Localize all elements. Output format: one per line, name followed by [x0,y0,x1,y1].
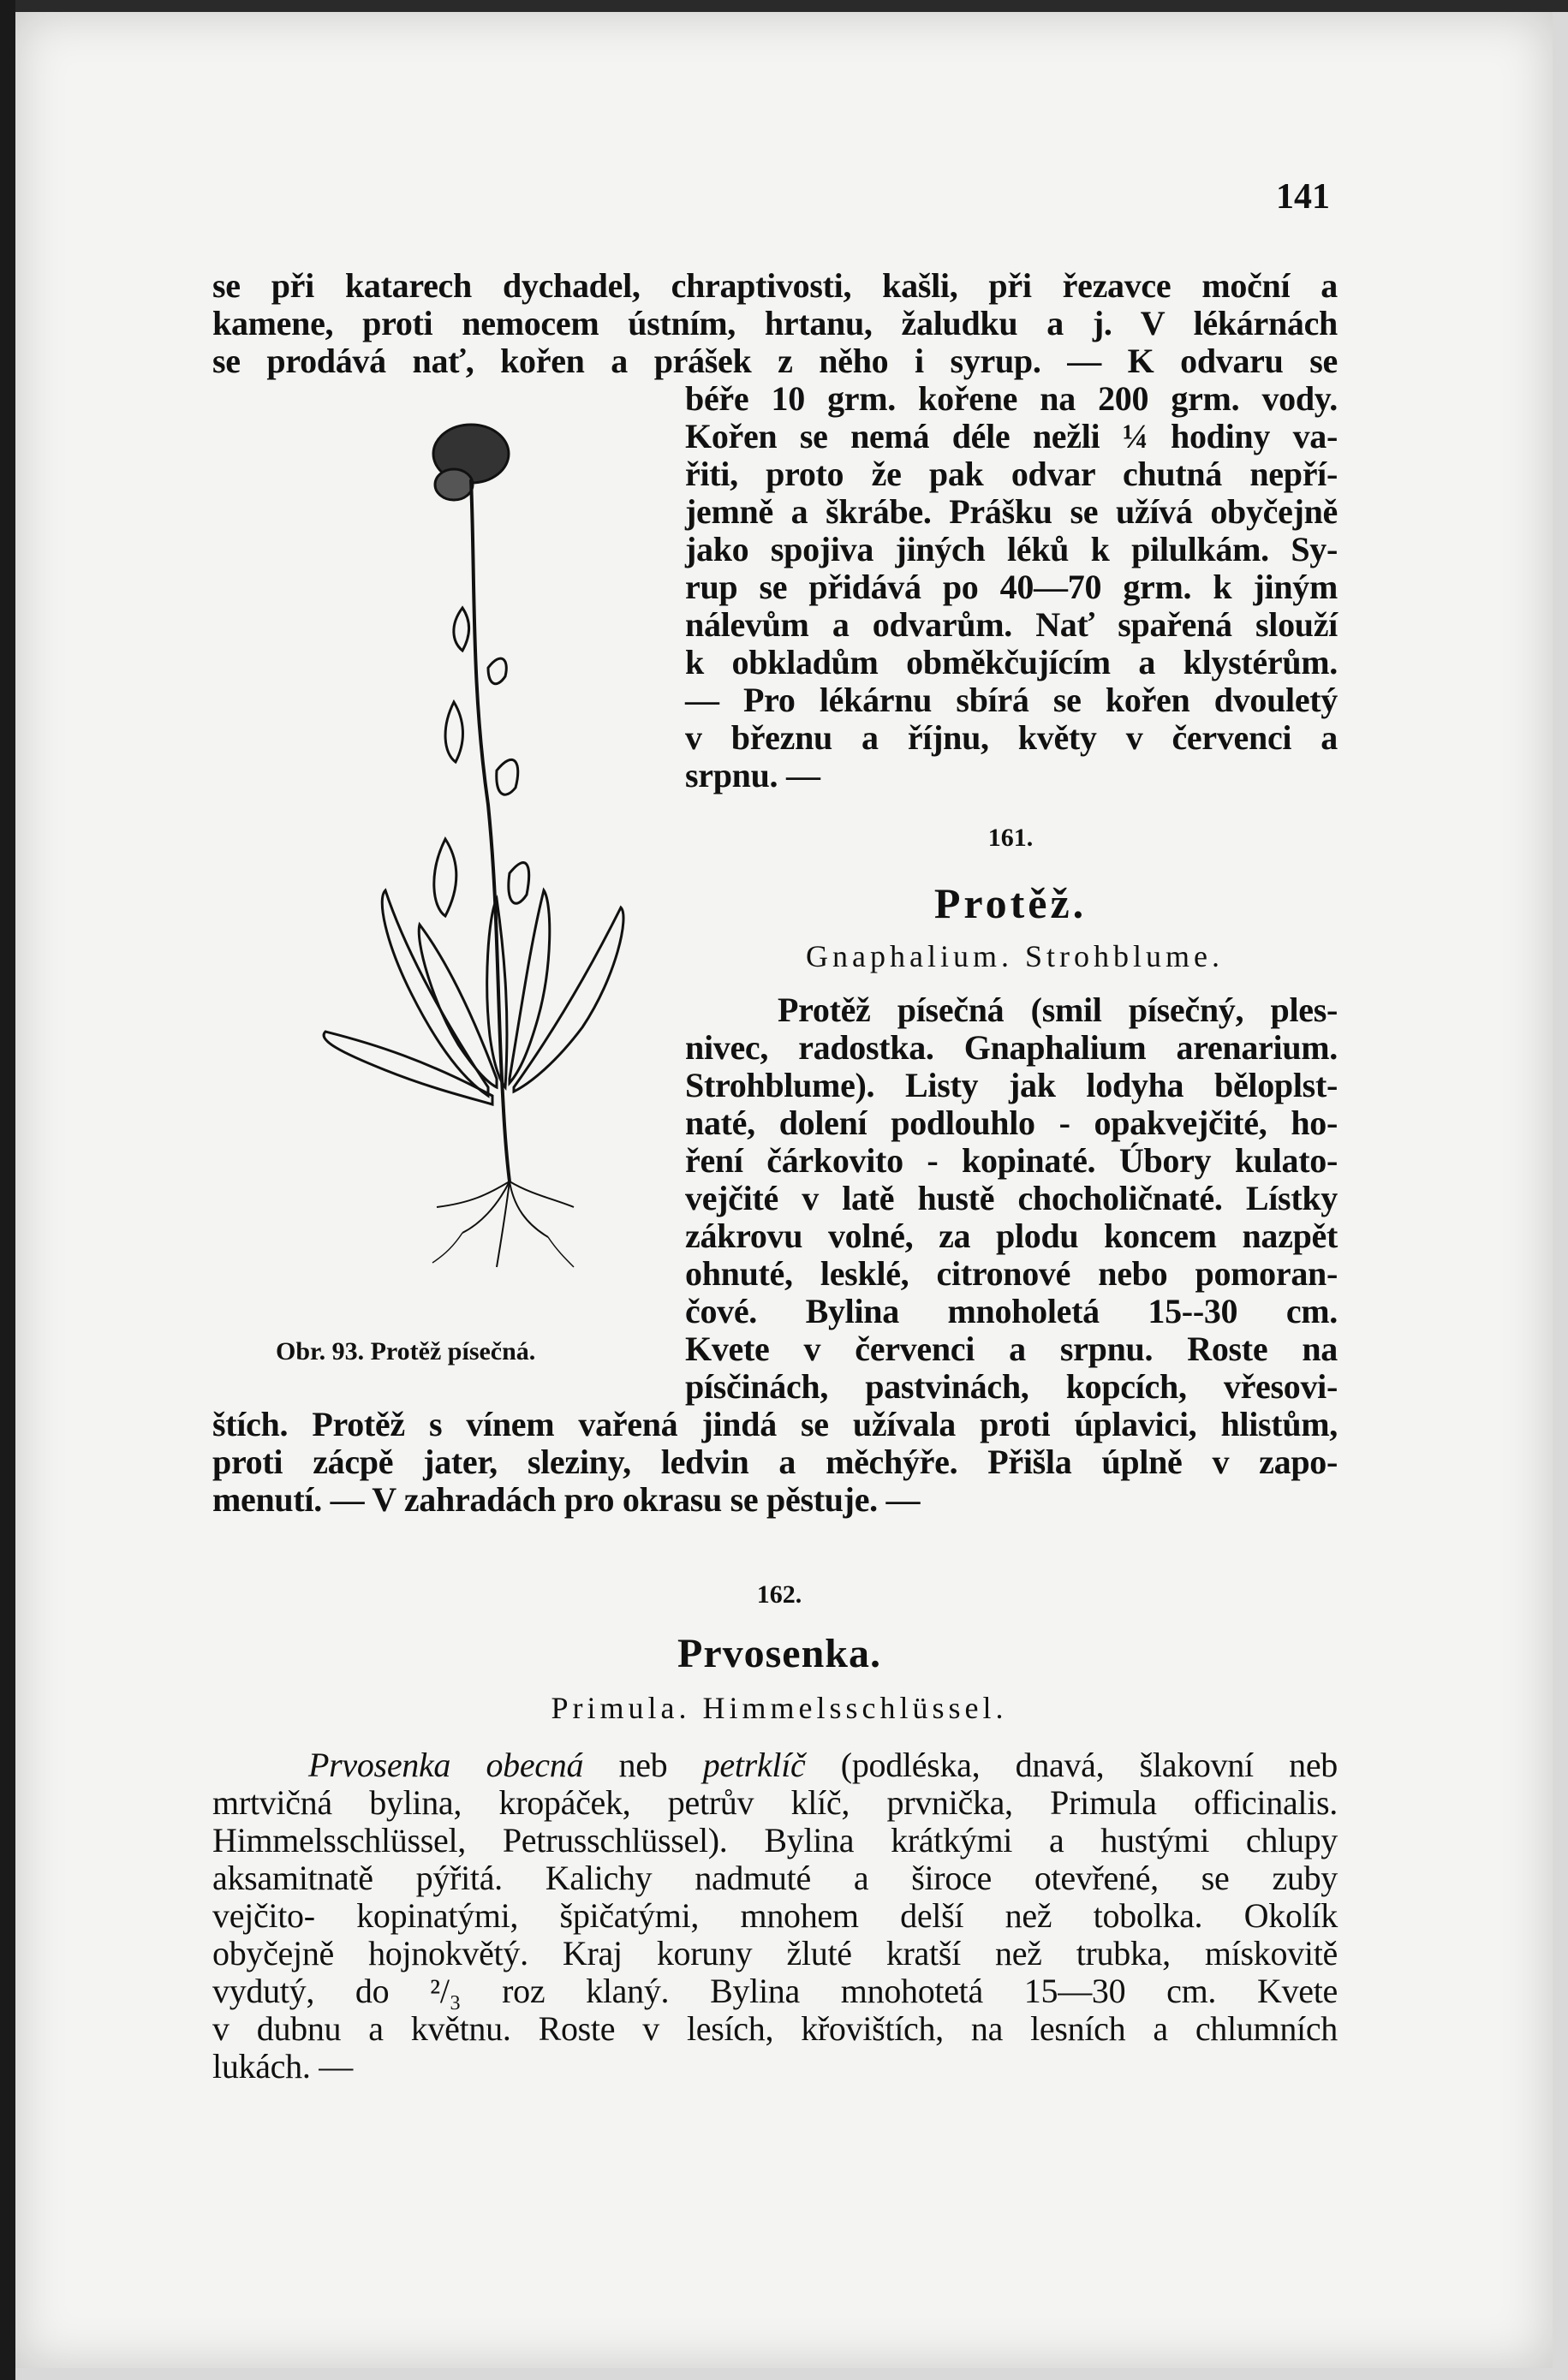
text-line: nálevům a odvarům. Nať spařená slouží [685,605,1338,644]
entry-title: Protěž. [933,879,1088,927]
text-line: k obkladům obměkčujícím a klystérům. [685,643,1338,681]
text-line: Himmelsschlüssel, Petrusschlüssel). Bylina krátkými a hustými chlupy [212,1821,1338,1859]
text-line: ohnuté, lesklé, citronové nebo pomoran- [685,1254,1338,1293]
leaf [445,702,462,762]
latin-name: Gnaphalium. Strohblume. [806,939,1224,973]
text-fragment: neb [583,1746,703,1784]
text-line: proti zácpě jater, sleziny, ledvin a měchýře. Přišla úplně v zapo- [212,1443,1338,1481]
root [510,1181,574,1207]
text-line: Kořen se nemá déle nežli ¼ hodiny va- [685,417,1338,455]
text-fragment: (podléska, dnavá, šlakovní neb [805,1746,1338,1784]
scan-edge-top [0,0,1568,12]
text-line: se při katarech dychadel, chraptivosti, kašli, při řezavce moční a [212,266,1338,305]
text-line: kamene, proti nemocem ústním, hrtanu, žaludku a j. V lékárnách [212,304,1338,342]
entry-number: 162. [756,1580,802,1609]
text-line: řiti, proto že pak odvar chutná nepří- [685,455,1338,493]
scan-edge-left [0,0,15,2380]
text-line: vydutý, do ²/₃ roz klaný. Bylina mnohotetá 15—30 cm. Kvete [212,1972,1338,2010]
text-line: zákrovu volné, za plodu koncem nazpět [685,1217,1338,1255]
text-line: jako spojiva jiných léků k pilulkám. Sy- [685,530,1338,568]
text-line: srpnu. — [685,756,820,794]
text-line: Protěž písečná (smil písečný, ples- [778,991,1338,1029]
plant-illustration [214,411,677,1318]
text-line: rup se přidává po 40—70 grm. k jiným [685,568,1338,606]
root [437,1181,510,1207]
leaf [488,658,506,684]
leaf [510,890,550,1083]
leaf [454,608,469,651]
text-line: lukách. — [212,2047,353,2085]
root [462,1181,510,1233]
text-line: mrtvičná bylina, kropáček, petrův klíč, prvnička, Primula officinalis. [212,1783,1338,1822]
page-number: 141 [1276,177,1330,217]
text-line: písčinách, pastvinách, kopcích, vřesovi- [685,1367,1338,1406]
text-line: v březnu a říjnu, květy v červenci a [685,718,1338,757]
entry-title: Prvosenka. [677,1631,881,1676]
text-line: Strohblume). Listy jak lodyha běloplst- [685,1066,1338,1104]
leaf [497,759,518,794]
text-line: aksamitnatě pýřitá. Kalichy nadmuté a široce otevřené, se zuby [212,1859,1338,1897]
leaf [434,839,456,916]
text-line: vejčité v latě hustě chocholičnaté. Lístky [685,1179,1338,1217]
text-line: béře 10 grm. kořene na 200 grm. vody. [685,379,1338,418]
text-line: obyčejně hojnokvětý. Kraj koruny žluté kratší než trubka, mískovitě [212,1934,1338,1972]
leaf [509,863,529,904]
root [548,1237,574,1267]
italic-name: petrklíč [702,1746,806,1784]
leaf [419,925,497,1087]
text-line: se prodává nať, kořen a prášek z něho i syrup. — K odvaru se [212,342,1338,380]
text-line: — Pro lékárnu sbírá se kořen dvouletý [685,681,1338,719]
italic-name: Prvosenka obecná [308,1746,584,1784]
text-line: v dubnu a květnu. Roste v lesích, křovištích, na lesních a chlumních [212,2009,1338,2048]
text-line: nivec, radostka. Gnaphalium arenarium. [685,1028,1338,1067]
text-line: čové. Bylina mnoholetá 15--30 cm. [685,1292,1338,1330]
text-line: štích. Protěž s vínem vařená jindá se užívala proti úplavici, hlistům, [212,1405,1338,1443]
leaf [324,1032,492,1104]
text-line: vejčito- kopinatými, špičatými, mnohem delší než tobolka. Okolík [212,1896,1338,1935]
leaf [514,907,623,1092]
text-line: menutí. — V zahradách pro okrasu se pěstuje. — [212,1480,921,1519]
root [432,1233,462,1263]
text-line [308,1746,1338,1784]
entry-number: 161. [987,824,1034,852]
text-line: ření čárkovito - kopinaté. Úbory kulato- [685,1141,1338,1180]
root [510,1181,548,1237]
text-line: jemně a škrábe. Prášku se užívá obyčejně [685,492,1338,531]
stem [471,479,510,1181]
text-line: Kvete v červenci a srpnu. Roste na [685,1330,1338,1368]
flower-head-small [435,469,473,500]
figure-caption: Obr. 93. Protěž písečná. [276,1337,536,1366]
text-line: naté, dolení podlouhlo - opakvejčité, ho- [685,1104,1338,1142]
latin-name: Primula. Himmelsschlüssel. [551,1691,1008,1725]
